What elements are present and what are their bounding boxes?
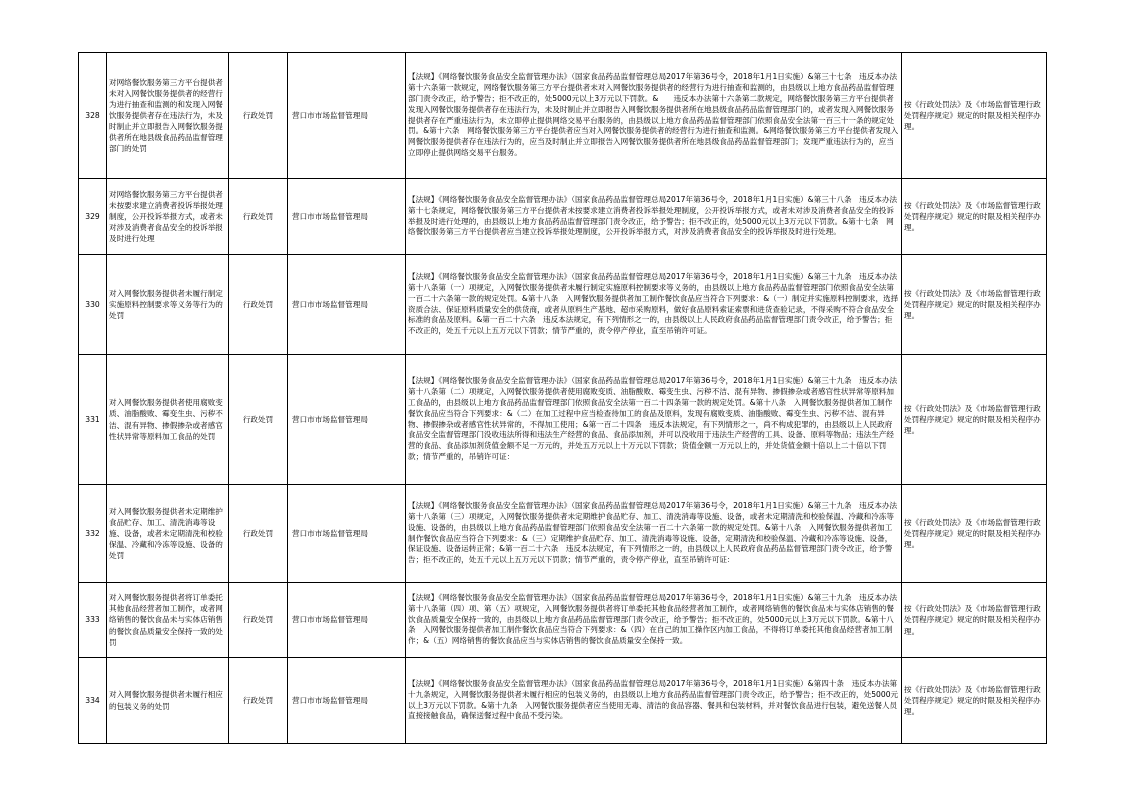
item-type: 行政处罚	[229, 255, 288, 355]
table-row	[79, 355, 1047, 485]
legal-basis: 【法规】《网络餐饮服务食品安全监督管理办法》（国家食品药品监督管理总局2017年第36号令，2018年1月1日实施）&第三十七条 违反本办法第十六条第一款规定，网络餐饮服务第三方平台提供者未对入网餐饮服务提供者的经营行为进行抽查和监测的，由县级以上地方食品药品监督管理部门责令改正，给予警告；拒不改正的，处5000元以上3万元以下罚款。& 违反本办法第十六条第二款规定，网络餐饮服务第三方平台提供者发现入网餐饮服务提供者存在违法行为，未及时制止并立即报告入网餐饮服务提供者所在地县级食品药品监督管理部门的，或者发现入网餐饮服务提供者存在严重违法行为，未立即停止提供网络交易平台服务的，由县级以上地方食品药品监督管理部门依照食品安全法第一百三十一条的规定处罚。&第十六条 网络餐饮服务第三方平台提供者应当对入网餐饮服务提供者的经营行为进行抽查和监测。&网络餐饮服务第三方平台提供者发现入网餐饮服务提供者存在违法行为的，应当及时制止并立即报告入网餐饮服务提供者所在地县级食品药品监督管理部门；发现严重违法行为的，应当立即停止提供网络交易平台服务。	[406, 53, 902, 179]
implementing-department: 营口市市场监督管理局	[288, 255, 406, 355]
legal-basis: 【法规】《网络餐饮服务食品安全监督管理办法》（国家食品药品监督管理总局2017年第36号令，2018年1月1日实施）&第三十九条 违反本办法第十八条第（四）项、第（五）项规定，入网餐饮服务提供者将订单委托其他食品经营者加工制作，或者网络销售的餐饮食品未与实体店销售的餐饮食品质量安全保持一致的，由县级以上地方食品药品监督管理部门责令改正，给予警告；拒不改正的，处5000元以上3万元以下罚款。&第十八条 入网餐饮服务提供者加工制作餐饮食品应当符合下列要求：&（四）在自己的加工操作区内加工食品，不得将订单委托其他食品经营者加工制作；&（五）网络销售的餐饮食品应当与实体店销售的餐饮食品质量安全保持一致。	[406, 583, 902, 658]
table-row	[79, 485, 1047, 583]
item-name: 对入网餐饮服务提供者使用腐败变质、油脂酸败、霉变生虫、污秽不洁、混有异物、掺假掺杂或者感官性状异常等原料加工食品的处罚	[107, 355, 229, 485]
legal-basis: 【法规】《网络餐饮服务食品安全监督管理办法》（国家食品药品监督管理总局2017年第36号令，2018年1月1日实施）&第三十九条 违反本办法第十八条第（二）项规定，入网餐饮服务提供者使用腐败变质、油脂酸败、霉变生虫、污秽不洁、混有异物、掺假掺杂或者感官性状异常等原料加工食品的，由县级以上地方食品药品监督管理部门依照食品安全法第一百二十四条第一款的规定处罚。&第十八条 入网餐饮服务提供者加工制作餐饮食品应当符合下列要求：&（二）在加工过程中应当检查待加工的食品及原料，发现有腐败变质、油脂酸败、霉变生虫、污秽不洁、混有异物、掺假掺杂或者感官性状异常的，不得加工使用；&第一百二十四条 违反本法规定，有下列情形之一，尚不构成犯罪的，由县级以上人民政府食品安全监督管理部门没收违法所得和违法生产经营的食品、食品添加剂，并可以没收用于违法生产经营的工具、设备、原料等物品；违法生产经营的食品、食品添加剂货值金额不足一万元的，并处五万元以上十万元以下罚款；货值金额一万元以上的，并处货值金额十倍以上二十倍以下罚款；情节严重的，吊销许可证：	[406, 355, 902, 485]
item-type: 行政处罚	[229, 485, 288, 583]
implementing-department: 营口市市场监督管理局	[288, 658, 406, 744]
item-name: 对网络餐饮服务第三方平台提供者未按要求建立消费者投诉举报处理制度，公开投诉举报方式，或者未对涉及消费者食品安全的投诉举报及时进行处理	[107, 179, 229, 255]
authority-list-table	[78, 52, 1047, 744]
item-name: 对网络餐饮服务第三方平台提供者未对入网餐饮服务提供者的经营行为进行抽查和监测的和发现入网餐饮服务提供者存在违法行为，未及时制止并立即报告入网餐饮服务提供者所在地县级食品药品监督管理部门的处罚	[107, 53, 229, 179]
legal-basis: 【法规】《网络餐饮服务食品安全监督管理办法》（国家食品药品监督管理总局2017年第36号令，2018年1月1日实施）&第三十八条 违反本办法第十七条规定，网络餐饮服务第三方平台提供者未按要求建立消费者投诉举报处理制度，公开投诉举报方式，或者未对涉及消费者食品安全的投诉举报及时进行处理的，由县级以上地方食品药品监督管理部门责令改正，给予警告；拒不改正的，处5000元以上3万元以下罚款。&第十七条 网络餐饮服务第三方平台提供者应当建立投诉举报处理制度，公开投诉举报方式，对涉及消费者食品安全的投诉举报及时进行处理。	[406, 179, 902, 255]
table-row	[79, 658, 1047, 744]
procedure-note: 按《行政处罚法》及《市场监督管理行政处罚程序规定》规定的时限及相关程序办理。	[902, 179, 1047, 255]
legal-basis: 【法规】《网络餐饮服务食品安全监督管理办法》（国家食品药品监督管理总局2017年第36号令，2018年1月1日实施）&第三十九条 违反本办法第十八条第（三）项规定，入网餐饮服务提供者未定期维护食品贮存、加工、清洗消毒等设施、设备，或者未定期清洗和校验保温、冷藏和冷冻等设施、设备的，由县级以上地方食品药品监督管理部门依照食品安全法第一百二十六条第一款的规定处罚。&第十八条 入网餐饮服务提供者加工制作餐饮食品应当符合下列要求：&（三）定期维护食品贮存、加工、清洗消毒等设施、设备，定期清洗和校验保温、冷藏和冷冻等设施、设备，保证设施、设备运转正常；&第一百二十六条 违反本法规定，有下列情形之一的，由县级以上人民政府食品药品监督管理部门责令改正，给予警告；拒不改正的，处五千元以上五万元以下罚款；情节严重的，责令停产停业，直至吊销许可证：	[406, 485, 902, 583]
table-row	[79, 179, 1047, 255]
item-type: 行政处罚	[229, 179, 288, 255]
implementing-department: 营口市市场监督管理局	[288, 355, 406, 485]
row-number: 329	[79, 179, 107, 255]
implementing-department: 营口市市场监督管理局	[288, 583, 406, 658]
table-row	[79, 583, 1047, 658]
item-name: 对入网餐饮服务提供者未履行制定实施原料控制要求等义务等行为的处罚	[107, 255, 229, 355]
item-name: 对入网餐饮服务提供者未履行相应的包装义务的处罚	[107, 658, 229, 744]
row-number: 331	[79, 355, 107, 485]
implementing-department: 营口市市场监督管理局	[288, 53, 406, 179]
item-type: 行政处罚	[229, 583, 288, 658]
procedure-note: 按《行政处罚法》及《市场监督管理行政处罚程序规定》规定的时限及相关程序办理。	[902, 658, 1047, 744]
item-name: 对入网餐饮服务提供者将订单委托其他食品经营者加工制作，或者网络销售的餐饮食品未与实体店销售的餐饮食品质量安全保持一致的处罚	[107, 583, 229, 658]
item-type: 行政处罚	[229, 53, 288, 179]
implementing-department: 营口市市场监督管理局	[288, 179, 406, 255]
table-body	[79, 53, 1047, 744]
row-number: 334	[79, 658, 107, 744]
procedure-note: 按《行政处罚法》及《市场监督管理行政处罚程序规定》规定的时限及相关程序办理。	[902, 255, 1047, 355]
procedure-note: 按《行政处罚法》及《市场监督管理行政处罚程序规定》规定的时限及相关程序办理。	[902, 355, 1047, 485]
row-number: 330	[79, 255, 107, 355]
item-type: 行政处罚	[229, 658, 288, 744]
legal-basis: 【法规】《网络餐饮服务食品安全监督管理办法》（国家食品药品监督管理总局2017年第36号令，2018年1月1日实施）&第四十条 违反本办法第十九条规定，入网餐饮服务提供者未履行相应的包装义务的，由县级以上地方食品药品监督管理部门责令改正，给予警告；拒不改正的，处5000元以上3万元以下罚款。&第十九条 入网餐饮服务提供者应当使用无毒、清洁的食品容器、餐具和包装材料，并对餐饮食品进行包装，避免送餐人员直接接触食品，确保送餐过程中食品不受污染。	[406, 658, 902, 744]
table-row	[79, 255, 1047, 355]
legal-basis: 【法规】《网络餐饮服务食品安全监督管理办法》（国家食品药品监督管理总局2017年第36号令，2018年1月1日实施）&第三十九条 违反本办法第十八条第（一）项规定，入网餐饮服务提供者未履行制定实施原料控制要求等义务的，由县级以上地方食品药品监督管理部门依照食品安全法第一百二十六条第一款的规定处罚。&第十八条 入网餐饮服务提供者加工制作餐饮食品应当符合下列要求：&（一）制定并实施原料控制要求，选择资质合法、保证原料质量安全的供货商，或者从原料生产基地、超市采购原料，做好食品原料索证索票和进货查验记录，不得采购不符合食品安全标准的食品及原料。&第一百二十六条 违反本法规定，有下列情形之一的，由县级以上人民政府食品药品监督管理部门责令改正，给予警告；拒不改正的，处五千元以上五万元以下罚款；情节严重的，责令停产停业，直至吊销许可证。	[406, 255, 902, 355]
item-type: 行政处罚	[229, 355, 288, 485]
table-row	[79, 53, 1047, 179]
row-number: 333	[79, 583, 107, 658]
procedure-note: 按《行政处罚法》及《市场监督管理行政处罚程序规定》规定的时限及相关程序办理。	[902, 485, 1047, 583]
procedure-note: 按《行政处罚法》及《市场监督管理行政处罚程序规定》规定的时限及相关程序办理。	[902, 583, 1047, 658]
item-name: 对入网餐饮服务提供者未定期维护食品贮存、加工、清洗消毒等设施、设备，或者未定期清洗和校验保温、冷藏和冷冻等设施、设备的处罚	[107, 485, 229, 583]
implementing-department: 营口市市场监督管理局	[288, 485, 406, 583]
procedure-note: 按《行政处罚法》及《市场监督管理行政处罚程序规定》规定的时限及相关程序办理。	[902, 53, 1047, 179]
row-number: 332	[79, 485, 107, 583]
row-number: 328	[79, 53, 107, 179]
